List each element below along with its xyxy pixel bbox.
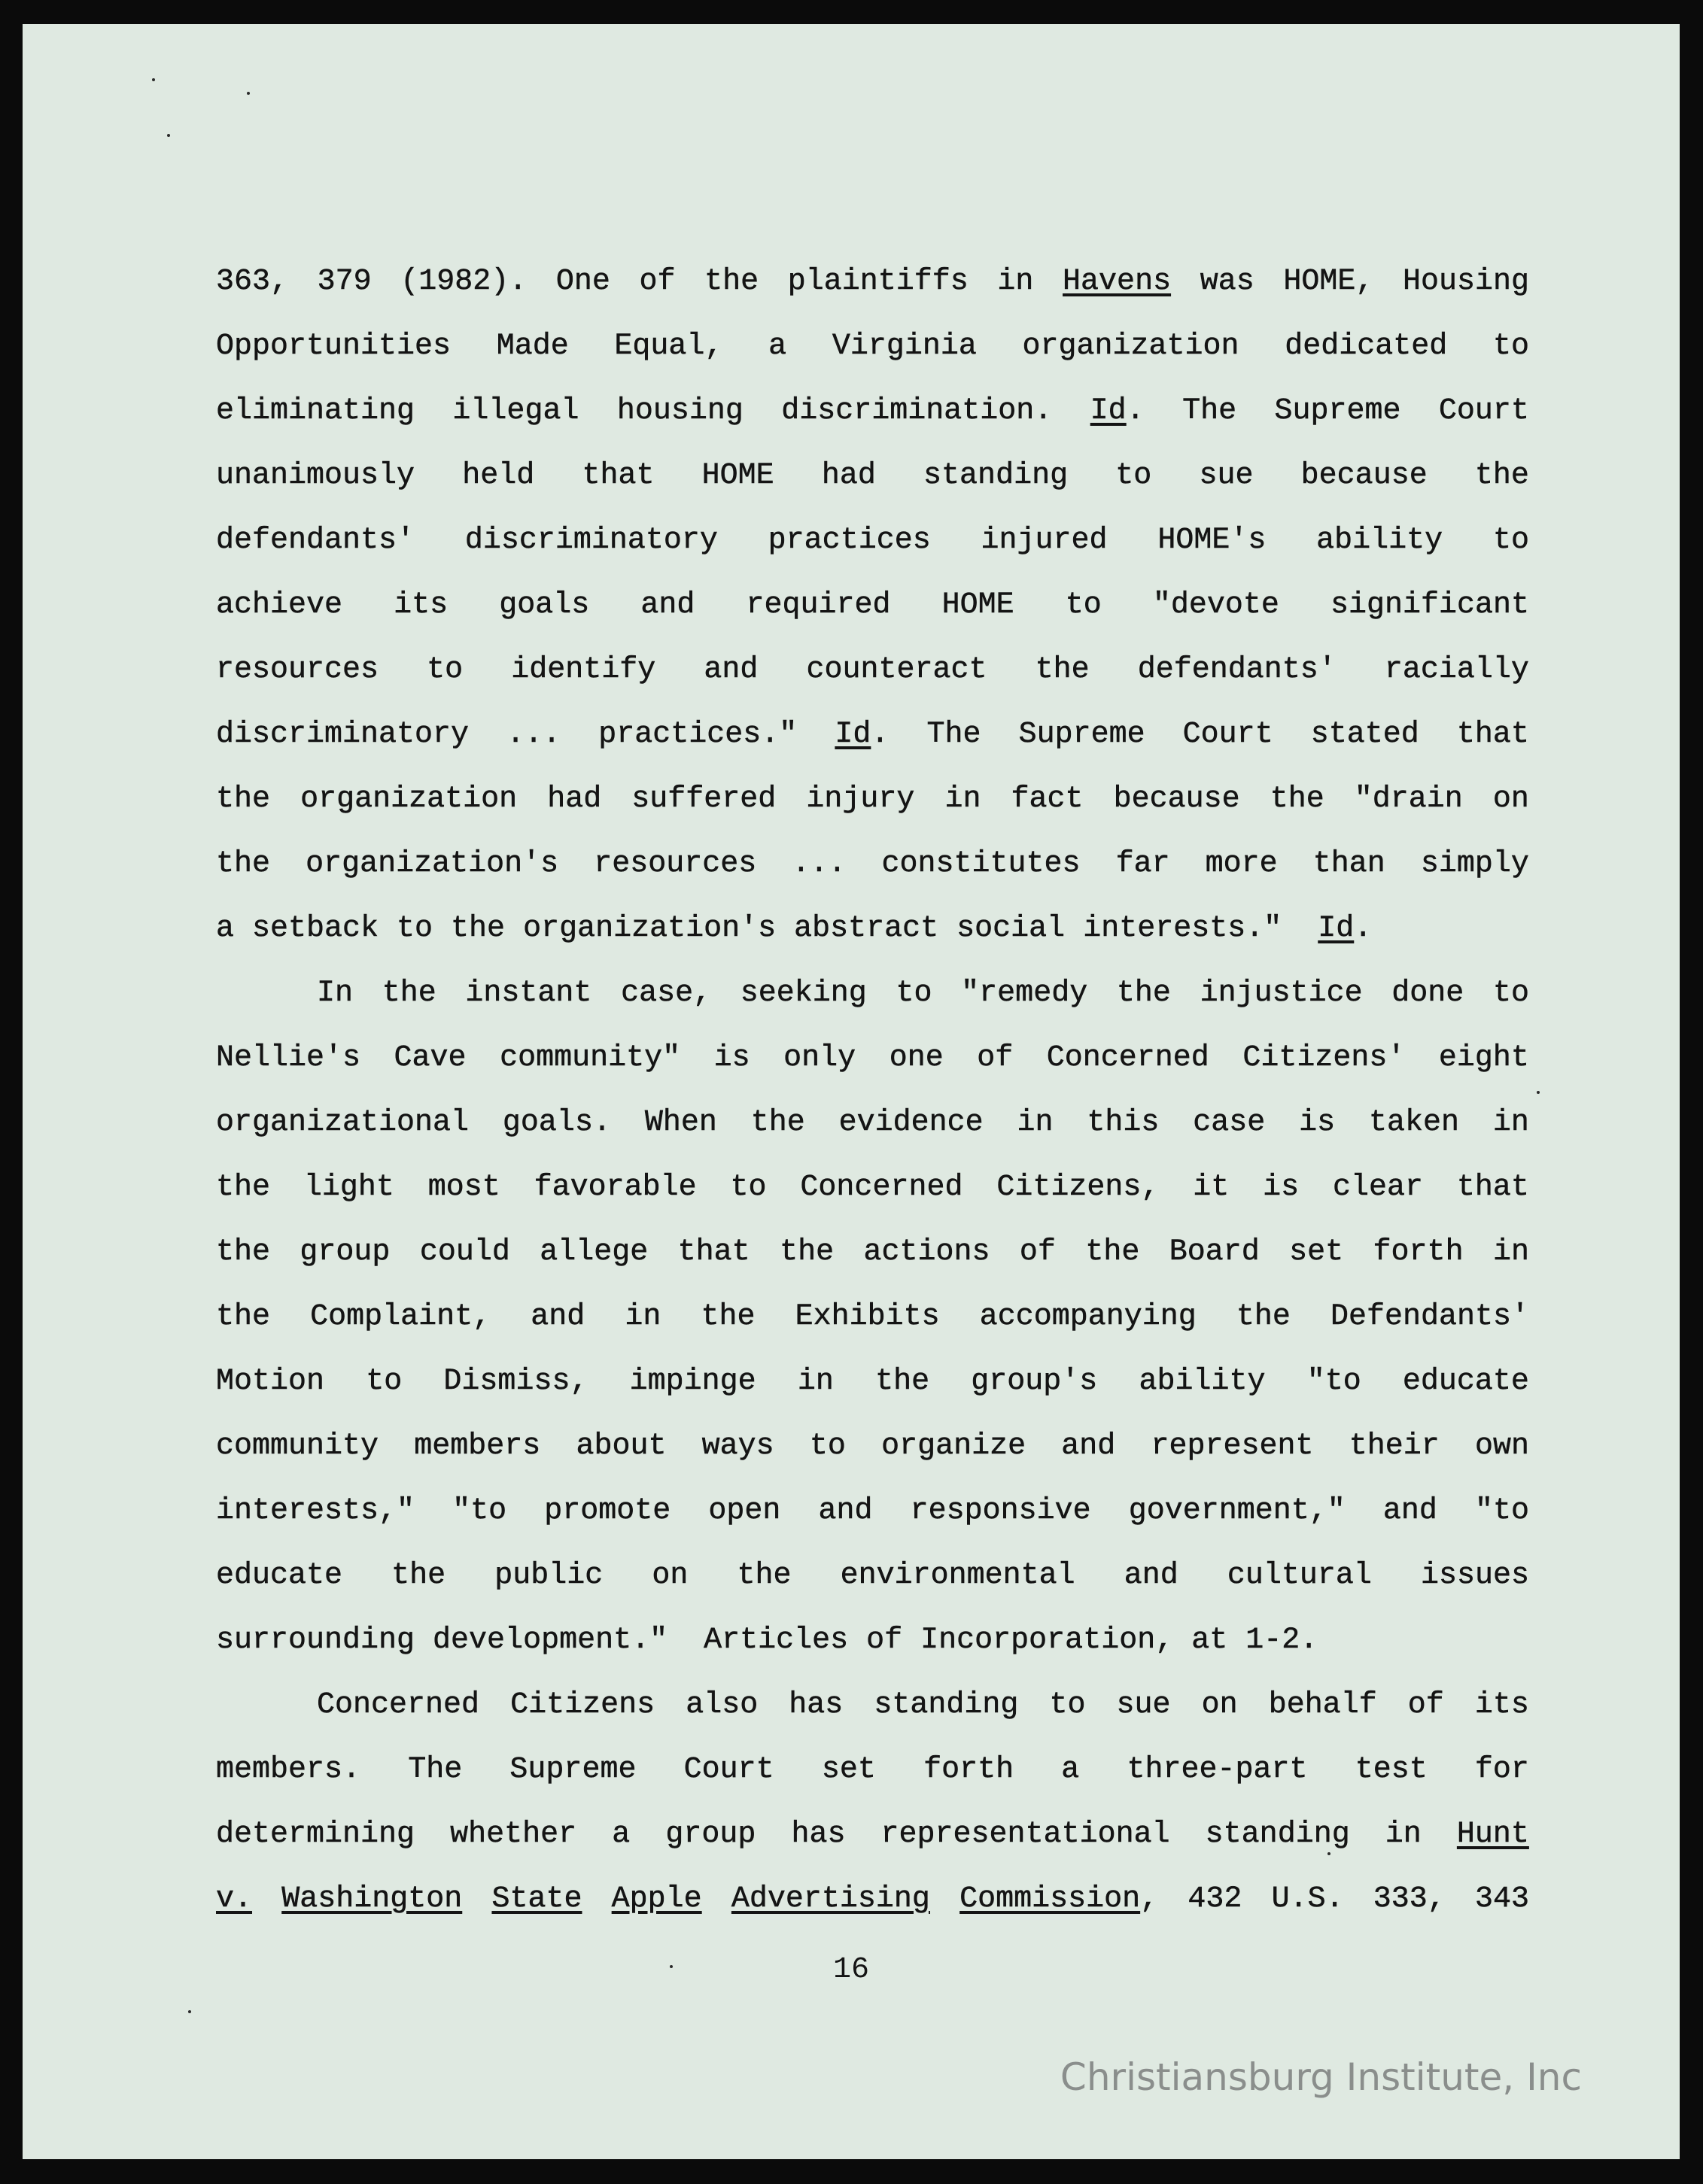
text-line xyxy=(216,1738,1529,1803)
word: is xyxy=(713,1041,750,1075)
word: to xyxy=(366,1365,403,1399)
word: representational xyxy=(880,1818,1170,1851)
dust-speck xyxy=(188,2010,191,2013)
word: When xyxy=(644,1106,717,1140)
word: to xyxy=(427,653,464,687)
word: behalf xyxy=(1268,1688,1377,1722)
citation-underlined: Havens xyxy=(1063,265,1172,299)
citation-underlined: Washington xyxy=(281,1882,463,1916)
word xyxy=(835,703,889,767)
citation-underlined: Commission xyxy=(959,1882,1141,1916)
word: HOME, xyxy=(1283,265,1374,299)
word: ability xyxy=(1139,1365,1266,1399)
word: practices xyxy=(768,524,931,557)
word: done xyxy=(1391,977,1464,1010)
word: ability xyxy=(1316,524,1443,557)
word: Cave xyxy=(394,1041,467,1075)
word: its xyxy=(1474,1688,1529,1722)
word: has xyxy=(789,1688,844,1722)
word: more xyxy=(1205,847,1278,881)
word: The xyxy=(408,1753,463,1787)
text-line xyxy=(216,573,1529,638)
word: in xyxy=(797,1365,834,1399)
word: Court xyxy=(683,1753,774,1787)
word: plaintiffs xyxy=(787,265,969,299)
dust-speck xyxy=(167,134,170,137)
dust-speck xyxy=(247,92,250,95)
word: standing xyxy=(923,459,1069,493)
word: Citizens, xyxy=(996,1171,1160,1204)
word: Complaint, xyxy=(310,1300,491,1334)
text-line xyxy=(216,767,1529,832)
word: discriminatory xyxy=(464,524,718,557)
word: Citizens' xyxy=(1242,1041,1406,1075)
word: accompanying xyxy=(979,1300,1197,1334)
word: One xyxy=(555,265,610,299)
word: Made xyxy=(496,330,569,363)
citation-underlined: Advertising xyxy=(731,1882,930,1916)
text-line xyxy=(216,897,1529,961)
word: Supreme xyxy=(1018,718,1145,752)
body-text xyxy=(216,250,1529,1932)
dust-speck xyxy=(152,78,155,81)
word: interests," xyxy=(216,1494,415,1528)
word: the xyxy=(1236,1300,1291,1334)
word: Concerned xyxy=(800,1171,963,1204)
word: in xyxy=(625,1300,661,1334)
word: educate xyxy=(216,1559,343,1593)
word: the xyxy=(701,1300,756,1334)
word: that xyxy=(1456,1171,1529,1204)
word: in xyxy=(1017,1106,1054,1140)
word: (1982). xyxy=(400,265,528,299)
word: and xyxy=(1382,1494,1437,1528)
word: ways xyxy=(701,1429,774,1463)
word: to xyxy=(1115,459,1152,493)
text-line xyxy=(216,1414,1529,1479)
word: about xyxy=(576,1429,667,1463)
word: defendants' xyxy=(1137,653,1337,687)
word: forth xyxy=(1373,1235,1464,1269)
text-segment: surrounding development." Articles of Incorporation, at 1-2. xyxy=(216,1624,1318,1657)
word: three-part xyxy=(1127,1753,1308,1787)
word: in xyxy=(1385,1818,1422,1851)
text-line xyxy=(216,832,1529,897)
word: on xyxy=(1492,782,1529,816)
word: the xyxy=(216,1171,271,1204)
word: the xyxy=(737,1559,792,1593)
word: community" xyxy=(500,1041,681,1075)
word: Court xyxy=(1182,718,1273,752)
text-line xyxy=(216,444,1529,509)
word: HOME xyxy=(701,459,774,493)
word: its xyxy=(394,588,449,622)
word: open xyxy=(708,1494,781,1528)
word: public xyxy=(494,1559,604,1593)
word: that xyxy=(1456,718,1529,752)
word xyxy=(959,1867,1158,1932)
word: Board xyxy=(1169,1235,1260,1269)
word: Exhibits xyxy=(795,1300,940,1334)
text-line xyxy=(216,1803,1529,1867)
word: members xyxy=(414,1429,541,1463)
word: HOME's xyxy=(1157,524,1267,557)
word: the xyxy=(1116,977,1171,1010)
word: organization's xyxy=(306,847,559,881)
word: significant xyxy=(1330,588,1529,622)
word: 363, xyxy=(216,265,289,299)
word: favorable xyxy=(534,1171,697,1204)
word: of xyxy=(639,265,676,299)
word: eight xyxy=(1438,1041,1529,1075)
word: has xyxy=(791,1818,846,1851)
word: to xyxy=(809,1429,846,1463)
word: suffered xyxy=(631,782,777,816)
word: organization xyxy=(1022,330,1239,363)
word: of xyxy=(1407,1688,1444,1722)
word: seeking xyxy=(740,977,867,1010)
word: and xyxy=(818,1494,873,1528)
word: practices." xyxy=(598,718,798,752)
word: fact xyxy=(1011,782,1084,816)
text-line xyxy=(216,314,1529,379)
word: the xyxy=(875,1365,930,1399)
word: organization xyxy=(300,782,518,816)
word: instant xyxy=(465,977,592,1010)
word: their xyxy=(1349,1429,1440,1463)
word: set xyxy=(821,1753,876,1787)
word: goals. xyxy=(502,1106,611,1140)
word: The xyxy=(926,718,981,752)
word: illegal xyxy=(452,394,579,428)
watermark: Christiansburg Institute, Inc xyxy=(1060,2055,1582,2099)
word: allege xyxy=(540,1235,649,1269)
word: sue xyxy=(1116,1688,1171,1722)
word: own xyxy=(1474,1429,1529,1463)
word: "drain xyxy=(1354,782,1463,816)
word: was xyxy=(1200,265,1254,299)
word: is xyxy=(1263,1171,1300,1204)
word: Virginia xyxy=(832,330,977,363)
text-line xyxy=(216,1867,1529,1932)
word: for xyxy=(1474,1753,1529,1787)
word: whether xyxy=(450,1818,577,1851)
word: is xyxy=(1299,1106,1336,1140)
word: the xyxy=(1085,1235,1140,1269)
word: environmental xyxy=(840,1559,1075,1593)
dust-speck xyxy=(1537,1091,1540,1094)
word: racially xyxy=(1384,653,1529,687)
word: sue xyxy=(1199,459,1254,493)
word: dedicated xyxy=(1285,330,1448,363)
word: Dismiss, xyxy=(443,1365,588,1399)
word: "to xyxy=(1306,1365,1361,1399)
citation-underlined: Apple xyxy=(611,1882,702,1916)
word: that xyxy=(677,1235,750,1269)
word: housing xyxy=(616,394,744,428)
text-segment: . xyxy=(1354,912,1373,946)
word: had xyxy=(547,782,602,816)
word: resources xyxy=(216,653,379,687)
word: the xyxy=(1035,653,1090,687)
word: group xyxy=(300,1235,391,1269)
word: group xyxy=(665,1818,756,1851)
word: discrimination. xyxy=(781,394,1053,428)
word: to xyxy=(1492,330,1529,363)
word: stated xyxy=(1310,718,1419,752)
word: because xyxy=(1113,782,1240,816)
word: "to xyxy=(1474,1494,1529,1528)
word: Defendants' xyxy=(1330,1300,1529,1334)
word: could xyxy=(419,1235,510,1269)
word: HOME xyxy=(941,588,1014,622)
word: The xyxy=(1182,394,1237,428)
word: and xyxy=(531,1300,585,1334)
text-line xyxy=(216,1479,1529,1544)
word: 379 xyxy=(317,265,372,299)
word: Citizens xyxy=(510,1688,655,1722)
word: "remedy xyxy=(961,977,1088,1010)
text-segment: a setback to the organization's abstract social interests." xyxy=(216,912,1318,946)
word: most xyxy=(427,1171,500,1204)
citation-underlined: v. xyxy=(216,1882,253,1916)
word: held xyxy=(462,459,535,493)
text-line xyxy=(216,1544,1529,1608)
word: Nellie's xyxy=(216,1041,361,1075)
word: community xyxy=(216,1429,379,1463)
word: and xyxy=(704,653,759,687)
word: cultural xyxy=(1227,1559,1372,1593)
citation-underlined: Hunt xyxy=(1456,1818,1529,1851)
word: injured xyxy=(981,524,1108,557)
word: group's xyxy=(971,1365,1098,1399)
word: U.S. xyxy=(1271,1882,1344,1916)
word: resources xyxy=(594,847,757,881)
word: the xyxy=(216,1300,271,1334)
text-line xyxy=(216,1156,1529,1220)
word: on xyxy=(1201,1688,1238,1722)
word: also xyxy=(686,1688,759,1722)
word: set xyxy=(1289,1235,1344,1269)
word: government," xyxy=(1128,1494,1346,1528)
word: far xyxy=(1115,847,1170,881)
word: Housing xyxy=(1402,265,1529,299)
word: organize xyxy=(881,1429,1026,1463)
text-line xyxy=(216,1673,1529,1738)
word: in xyxy=(1492,1106,1529,1140)
text-line xyxy=(216,379,1529,444)
text-line xyxy=(216,1285,1529,1350)
word: had xyxy=(821,459,876,493)
word: case xyxy=(1193,1106,1266,1140)
word: light xyxy=(303,1171,394,1204)
word: achieve xyxy=(216,588,343,622)
word: to xyxy=(1065,588,1102,622)
word: promote xyxy=(544,1494,671,1528)
word: ... xyxy=(792,847,847,881)
word: a xyxy=(768,330,787,363)
word: . xyxy=(1126,394,1145,428)
word: Supreme xyxy=(509,1753,637,1787)
word: to xyxy=(1049,1688,1086,1722)
word: taken xyxy=(1368,1106,1459,1140)
word: in xyxy=(944,782,981,816)
word: unanimously xyxy=(216,459,415,493)
word: because xyxy=(1300,459,1428,493)
word: and xyxy=(640,588,695,622)
word: members. xyxy=(216,1753,361,1787)
word: the xyxy=(216,847,271,881)
text-line xyxy=(216,638,1529,703)
text-line xyxy=(216,1091,1529,1156)
word: of xyxy=(977,1041,1014,1075)
word: a xyxy=(1061,1753,1080,1787)
text-line xyxy=(216,1026,1529,1091)
word: the xyxy=(216,1235,271,1269)
word: test xyxy=(1355,1753,1428,1787)
word: determining xyxy=(216,1818,415,1851)
word: this xyxy=(1087,1106,1160,1140)
word: represent xyxy=(1151,1429,1314,1463)
word: the xyxy=(391,1559,446,1593)
word: impinge xyxy=(629,1365,756,1399)
word: eliminating xyxy=(216,394,415,428)
word: defendants' xyxy=(216,524,415,557)
word: injury xyxy=(806,782,915,816)
word: Court xyxy=(1438,394,1529,428)
citation-underlined: State xyxy=(491,1882,582,1916)
word: the xyxy=(216,782,271,816)
word: the xyxy=(382,977,436,1010)
word: "to xyxy=(452,1494,507,1528)
word: the xyxy=(1474,459,1529,493)
word: . xyxy=(871,718,890,752)
word: educate xyxy=(1402,1365,1529,1399)
word: to xyxy=(730,1171,767,1204)
word: required xyxy=(746,588,891,622)
word: in xyxy=(1492,1235,1529,1269)
citation-underlined: Id xyxy=(835,718,871,752)
text-line xyxy=(216,1350,1529,1414)
citation-underlined: Id xyxy=(1090,394,1127,428)
word: the xyxy=(704,265,759,299)
word: discriminatory xyxy=(216,718,470,752)
word: one xyxy=(889,1041,944,1075)
word: Concerned xyxy=(317,1688,480,1722)
word: Opportunities xyxy=(216,330,452,363)
word: clear xyxy=(1332,1171,1424,1204)
word: actions xyxy=(863,1235,990,1269)
word: Equal, xyxy=(614,330,723,363)
word: In xyxy=(317,977,354,1010)
word: constitutes xyxy=(881,847,1081,881)
word: the xyxy=(780,1235,835,1269)
word: Supreme xyxy=(1274,394,1401,428)
word: 343 xyxy=(1474,1882,1529,1916)
word: only xyxy=(783,1041,856,1075)
word: responsive xyxy=(910,1494,1091,1528)
word: and xyxy=(1061,1429,1116,1463)
word: Motion xyxy=(216,1365,325,1399)
word: on xyxy=(652,1559,689,1593)
word: in xyxy=(997,265,1034,299)
word: goals xyxy=(499,588,590,622)
word: the xyxy=(750,1106,805,1140)
document-page xyxy=(23,24,1680,2159)
word: of xyxy=(1019,1235,1056,1269)
text-line xyxy=(216,1608,1529,1673)
word: to xyxy=(1492,977,1529,1010)
word: than xyxy=(1312,847,1385,881)
word: "devote xyxy=(1152,588,1279,622)
text-line xyxy=(216,509,1529,573)
word: standing xyxy=(1205,1818,1350,1851)
word: injustice xyxy=(1200,977,1363,1010)
word: case, xyxy=(621,977,712,1010)
word: forth xyxy=(923,1753,1014,1787)
page-number: 16 xyxy=(832,1953,869,1987)
word: simply xyxy=(1420,847,1529,881)
text-line xyxy=(216,1220,1529,1285)
word: it xyxy=(1193,1171,1230,1204)
word: that xyxy=(582,459,655,493)
word: standing xyxy=(874,1688,1019,1722)
citation-underlined: Id xyxy=(1318,912,1355,946)
text-line xyxy=(216,250,1529,314)
word: organizational xyxy=(216,1106,470,1140)
word: 333, xyxy=(1373,1882,1446,1916)
word: issues xyxy=(1420,1559,1529,1593)
word: identify xyxy=(511,653,656,687)
word: to xyxy=(1492,524,1529,557)
word xyxy=(1090,379,1145,444)
word: the xyxy=(1270,782,1324,816)
word: Concerned xyxy=(1046,1041,1209,1075)
word: , xyxy=(1140,1882,1159,1916)
word: counteract xyxy=(806,653,987,687)
word: evidence xyxy=(838,1106,984,1140)
text-line xyxy=(216,961,1529,1026)
word: and xyxy=(1124,1559,1178,1593)
word: ... xyxy=(506,718,561,752)
text-line xyxy=(216,703,1529,767)
word: to xyxy=(896,977,932,1010)
word: 432 xyxy=(1188,1882,1242,1916)
word: a xyxy=(612,1818,631,1851)
